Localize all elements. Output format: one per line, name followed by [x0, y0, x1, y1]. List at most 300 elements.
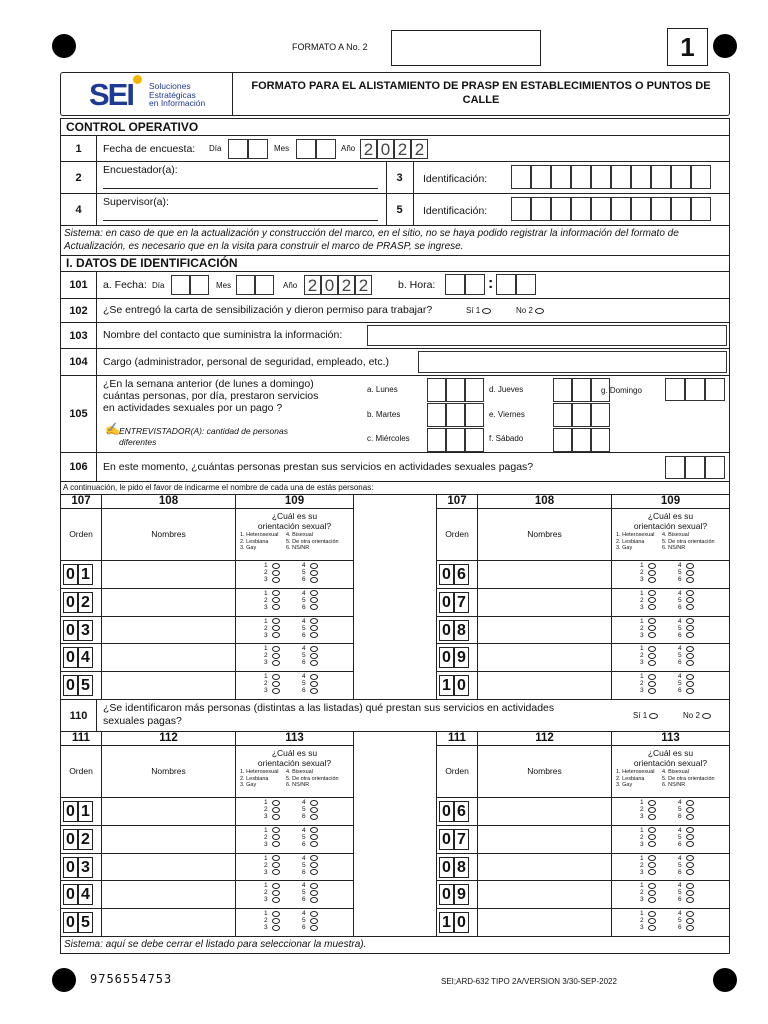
orientation-radio[interactable] [686, 660, 694, 666]
order-digit: 0 [439, 801, 454, 822]
orientation-radio[interactable] [686, 911, 694, 917]
orientation-radio[interactable] [686, 807, 694, 813]
id-digit-box[interactable] [691, 165, 711, 189]
orientation-radio[interactable] [648, 597, 656, 603]
name-input[interactable] [102, 881, 236, 909]
orden-cell [61, 644, 102, 672]
day-label: d. Jueves [489, 385, 524, 394]
count-digit[interactable] [665, 456, 685, 479]
orientation-radio[interactable] [686, 869, 694, 875]
question-number: 2 [61, 162, 97, 193]
orientation-radio[interactable] [686, 827, 694, 833]
name-input[interactable] [478, 561, 612, 589]
orientation-radio[interactable] [648, 925, 656, 931]
orientation-question [236, 748, 353, 768]
orientation-radio[interactable] [310, 660, 318, 666]
name-input[interactable] [102, 617, 236, 645]
option-number: 2 [264, 889, 268, 897]
orientation-radio[interactable] [310, 597, 318, 603]
orientation-options [236, 909, 354, 937]
orientation-radio[interactable] [310, 869, 318, 875]
orientation-radio[interactable] [272, 625, 280, 631]
option-number: 5 [302, 596, 306, 604]
id-digit-box[interactable] [651, 197, 671, 221]
name-input[interactable] [102, 589, 236, 617]
day-count-digit[interactable] [591, 428, 610, 452]
orientation-radio[interactable] [272, 563, 280, 569]
order-digit: 0 [439, 884, 454, 905]
orientation-radio[interactable] [648, 855, 656, 861]
option-number: 2 [640, 569, 644, 576]
legend-item: 3. Gay [616, 545, 633, 551]
question-text: ¿Cuál es su [271, 511, 318, 521]
id-digit-box[interactable] [591, 197, 611, 221]
option-number: 6 [678, 896, 682, 904]
orientation-radio[interactable] [686, 855, 694, 861]
day-count-digit[interactable] [427, 403, 446, 427]
q110-row [60, 700, 730, 732]
id-digit-box[interactable] [631, 197, 651, 221]
legend-item: 1. Heterosexual [616, 769, 655, 775]
orientation-radio[interactable] [310, 814, 318, 820]
legend-item: 3. Gay [616, 782, 633, 788]
day-count-digit[interactable] [553, 428, 572, 452]
option-number: 2 [264, 833, 268, 841]
orientation-radio[interactable] [648, 807, 656, 813]
orientation-radio[interactable] [648, 834, 656, 840]
orientation-radio[interactable] [310, 841, 318, 847]
registration-mark [713, 968, 737, 992]
contact-name-input[interactable] [367, 325, 727, 346]
cargo-input[interactable] [418, 351, 727, 373]
orientation-radio[interactable] [686, 841, 694, 847]
question-number: 3 [386, 162, 414, 193]
orientation-radio[interactable] [310, 604, 318, 610]
orden-cell [61, 881, 102, 909]
name-input[interactable] [478, 826, 612, 854]
label: sexuales pagas? [103, 715, 182, 727]
day-count-digit[interactable] [465, 378, 484, 402]
option-number: 4 [678, 562, 682, 569]
label: ¿Se entregó la carta de sensibilización y dieron permiso para trabajar? [103, 304, 433, 316]
orientation-radio[interactable] [310, 862, 318, 868]
orientation-radio[interactable] [648, 674, 656, 680]
option-number: 3 [640, 576, 644, 583]
orientation-radio[interactable] [648, 897, 656, 903]
orientation-radio[interactable] [272, 883, 280, 889]
name-input[interactable] [102, 644, 236, 672]
order-digit: 0 [63, 620, 78, 641]
option-number: 4 [302, 589, 306, 597]
system-note: Sistema: en caso de que en la actualización y construcción del marco, en el sitio, no se haya podido registrar la información del formato de Actualización, es necesario que en la visita para construir el marco de PRASP, se ingrese. [60, 226, 730, 256]
orientation-radio[interactable] [272, 855, 280, 861]
orientation-radio[interactable] [310, 653, 318, 659]
orientation-radio[interactable] [686, 814, 694, 820]
orientation-radio[interactable] [310, 855, 318, 861]
option-number: 1 [640, 673, 644, 681]
column-number: 113 [236, 732, 354, 746]
label: Cargo (administrador, personal de seguridad, empleado, etc.) [103, 356, 389, 368]
orientation-radio[interactable] [686, 618, 694, 624]
no-radio[interactable] [702, 713, 711, 719]
orientation-radio[interactable] [648, 827, 656, 833]
orientation-radio[interactable] [648, 688, 656, 694]
day-count-digit[interactable] [427, 378, 446, 402]
option-number: 5 [678, 861, 682, 869]
month-digit-1[interactable] [236, 275, 255, 295]
orientation-radio[interactable] [648, 577, 656, 583]
id-digit-box[interactable] [631, 165, 651, 189]
orientation-radio[interactable] [686, 918, 694, 924]
id-digit-box[interactable] [651, 165, 671, 189]
count-digit[interactable] [685, 456, 705, 479]
orientation-radio[interactable] [272, 646, 280, 652]
orientation-radio[interactable] [686, 800, 694, 806]
question-number: 106 [61, 453, 97, 481]
minute-digit-1[interactable] [496, 274, 516, 295]
orientation-radio[interactable] [648, 632, 656, 638]
sunday-digit[interactable] [665, 378, 685, 401]
id-digit-box[interactable] [591, 165, 611, 189]
orientation-radio[interactable] [272, 807, 280, 813]
orientation-radio[interactable] [272, 660, 280, 666]
label: cuántas personas, por día, prestaron servicios [103, 390, 319, 402]
name-input[interactable] [478, 798, 612, 826]
order-digit: 4 [78, 647, 93, 668]
orientation-radio[interactable] [686, 890, 694, 896]
id-digit-box[interactable] [571, 197, 591, 221]
orientation-radio[interactable] [648, 590, 656, 596]
column-number: 112 [478, 732, 612, 746]
count-digit[interactable] [705, 456, 725, 479]
orientation-radio[interactable] [648, 841, 656, 847]
name-input[interactable] [102, 561, 236, 589]
id-digit-box[interactable] [511, 197, 531, 221]
orientation-radio[interactable] [648, 918, 656, 924]
orientation-radio[interactable] [310, 883, 318, 889]
name-input[interactable] [478, 672, 612, 700]
orientation-radio[interactable] [686, 632, 694, 638]
column-number: 109 [612, 495, 730, 509]
year-digit: 2 [394, 139, 411, 159]
name-input[interactable] [102, 672, 236, 700]
year-digit: 0 [321, 275, 338, 295]
orientation-options [236, 617, 354, 645]
option-number: 6 [302, 659, 306, 667]
orientation-radio[interactable] [686, 590, 694, 596]
day-digit-1[interactable] [228, 139, 248, 159]
option-number: 5 [678, 596, 682, 604]
nombres-header: Nombres [102, 509, 236, 561]
day-count-digit[interactable] [553, 403, 572, 427]
order-digit: 3 [78, 620, 93, 641]
q106-row [60, 453, 730, 482]
orientation-radio[interactable] [310, 834, 318, 840]
question-number: 1 [61, 136, 97, 161]
orientation-radio[interactable] [272, 604, 280, 610]
option-number: 3 [640, 813, 644, 820]
id-digit-box[interactable] [611, 197, 631, 221]
order-digit: 0 [63, 884, 78, 905]
q104-row [60, 349, 730, 376]
orientation-radio[interactable] [686, 862, 694, 868]
orientation-radio[interactable] [310, 897, 318, 903]
day-count-digit[interactable] [427, 428, 446, 452]
minute-digit-2[interactable] [516, 274, 536, 295]
orientation-radio[interactable] [648, 570, 656, 576]
option-number: 5 [302, 833, 306, 841]
orientation-radio[interactable] [648, 660, 656, 666]
orientation-radio[interactable] [272, 918, 280, 924]
orientation-radio[interactable] [310, 890, 318, 896]
order-digit: 0 [454, 675, 469, 696]
orientation-options [236, 881, 354, 909]
orientation-radio[interactable] [272, 577, 280, 583]
logo-text: Soluciones [149, 81, 191, 91]
orientation-radio[interactable] [272, 597, 280, 603]
order-digit: 0 [63, 675, 78, 696]
order-digit: 0 [63, 592, 78, 613]
orientation-radio[interactable] [686, 570, 694, 576]
row-fecha-encuesta [60, 136, 730, 162]
orientation-radio[interactable] [686, 604, 694, 610]
orientation-radio[interactable] [648, 653, 656, 659]
day-count-digit[interactable] [446, 428, 465, 452]
id-digit-box[interactable] [511, 165, 531, 189]
option-number: 1 [264, 645, 268, 653]
name-input[interactable] [478, 909, 612, 937]
orientation-radio[interactable] [310, 577, 318, 583]
day-count-digit[interactable] [446, 403, 465, 427]
name-input[interactable] [102, 798, 236, 826]
legend-item: 5. De otra orientación [286, 775, 339, 782]
day-digit-2[interactable] [248, 139, 268, 159]
orientation-radio[interactable] [272, 841, 280, 847]
orientation-options [612, 798, 730, 826]
orientation-radio[interactable] [686, 577, 694, 583]
orientation-radio[interactable] [310, 618, 318, 624]
orientation-radio[interactable] [648, 869, 656, 875]
no-radio[interactable] [535, 308, 544, 314]
option-number: 5 [302, 806, 306, 813]
orientation-radio[interactable] [272, 653, 280, 659]
orientation-radio[interactable] [272, 800, 280, 806]
sunday-digit[interactable] [705, 378, 725, 401]
option-number: 5 [678, 624, 682, 632]
legend-item: 5. De otra orientación [662, 538, 715, 545]
option-number: 6 [302, 840, 306, 848]
orientation-radio[interactable] [272, 590, 280, 596]
month-digit-2[interactable] [316, 139, 336, 159]
day-count-digit[interactable] [572, 378, 591, 402]
question-number: 4 [61, 194, 97, 225]
day-count-digit[interactable] [446, 378, 465, 402]
section-heading: I. DATOS DE IDENTIFICACIÓN [60, 256, 730, 272]
formato-number-field[interactable] [391, 30, 541, 66]
day-count-digit[interactable] [465, 428, 484, 452]
orientation-radio[interactable] [272, 890, 280, 896]
name-input[interactable] [478, 881, 612, 909]
id-digit-box[interactable] [531, 197, 551, 221]
option-number: 2 [264, 624, 268, 632]
orientation-radio[interactable] [272, 862, 280, 868]
orientation-radio[interactable] [648, 890, 656, 896]
name-input[interactable] [478, 617, 612, 645]
orientation-radio[interactable] [686, 897, 694, 903]
formato-label: FORMATO A No. 2 [292, 42, 368, 52]
encuestador-input[interactable] [103, 188, 378, 189]
option-number: 3 [264, 631, 268, 639]
orientation-radio[interactable] [272, 688, 280, 694]
orientation-radio[interactable] [272, 632, 280, 638]
yes-radio[interactable] [482, 308, 491, 314]
orientation-radio[interactable] [686, 834, 694, 840]
day-digit-2[interactable] [190, 275, 209, 295]
day-digit-1[interactable] [171, 275, 190, 295]
orientation-radio[interactable] [272, 925, 280, 931]
yes-radio[interactable] [649, 713, 658, 719]
id-digit-box[interactable] [551, 197, 571, 221]
id-digit-box[interactable] [611, 165, 631, 189]
orientation-radio[interactable] [686, 681, 694, 687]
orientation-radio[interactable] [310, 632, 318, 638]
orientation-radio[interactable] [648, 814, 656, 820]
instruction: ENTREVISTADOR(A): cantidad de personas [119, 426, 288, 436]
option-number: 6 [302, 631, 306, 639]
orientation-radio[interactable] [686, 925, 694, 931]
orientation-radio[interactable] [686, 688, 694, 694]
orientation-radio[interactable] [310, 563, 318, 569]
option-number: 6 [678, 603, 682, 611]
orientation-radio[interactable] [648, 604, 656, 610]
hour-digit-2[interactable] [465, 274, 485, 295]
legend-item: 6. NS/NR [286, 545, 310, 551]
id-digit-box[interactable] [671, 197, 691, 221]
orientation-radio[interactable] [686, 883, 694, 889]
name-input[interactable] [478, 854, 612, 882]
sunday-digit[interactable] [685, 378, 705, 401]
orientation-radio[interactable] [272, 570, 280, 576]
orientation-radio[interactable] [310, 827, 318, 833]
option-number: 6 [678, 868, 682, 876]
orientation-radio[interactable] [648, 800, 656, 806]
month-digit-2[interactable] [255, 275, 274, 295]
orientation-radio[interactable] [310, 625, 318, 631]
orientation-radio[interactable] [686, 674, 694, 680]
orientation-radio[interactable] [272, 618, 280, 624]
id-digit-box[interactable] [551, 165, 571, 189]
q102-row [60, 299, 730, 323]
option-number: 5 [302, 861, 306, 869]
option-number: 1 [264, 673, 268, 681]
orientation-radio[interactable] [686, 653, 694, 659]
column-number: 107 [61, 495, 102, 509]
orientation-radio[interactable] [648, 911, 656, 917]
order-digit: 9 [454, 884, 469, 905]
label: Año [283, 281, 298, 290]
orientation-radio[interactable] [310, 925, 318, 931]
orientation-radio[interactable] [272, 834, 280, 840]
question-text: orientación sexual? [257, 521, 332, 531]
day-count-digit[interactable] [591, 403, 610, 427]
orientation-radio[interactable] [648, 681, 656, 687]
legend-item: 6. NS/NR [662, 545, 686, 551]
orientation-radio[interactable] [686, 646, 694, 652]
day-count-digit[interactable] [465, 403, 484, 427]
day-count-digit[interactable] [553, 378, 572, 402]
orientation-radio[interactable] [272, 674, 280, 680]
orientation-radio[interactable] [310, 681, 318, 687]
orden-cell [437, 854, 478, 882]
orientation-radio[interactable] [272, 814, 280, 820]
option-number: 2 [640, 917, 644, 925]
name-input[interactable] [478, 589, 612, 617]
month-digit-1[interactable] [296, 139, 316, 159]
id-digit-box[interactable] [671, 165, 691, 189]
orientation-radio[interactable] [310, 570, 318, 576]
orden-cell [437, 881, 478, 909]
id-digit-box[interactable] [691, 197, 711, 221]
label: Supervisor(a): [103, 196, 169, 208]
orientation-radio[interactable] [648, 862, 656, 868]
orientation-radio[interactable] [310, 918, 318, 924]
orientation-radio[interactable] [310, 800, 318, 806]
orientation-options [612, 561, 730, 589]
orientation-radio[interactable] [686, 563, 694, 569]
order-digit: 0 [439, 620, 454, 641]
supervisor-input[interactable] [103, 220, 378, 221]
orientation-radio[interactable] [648, 883, 656, 889]
orientation-radio[interactable] [648, 618, 656, 624]
hour-digit-1[interactable] [445, 274, 465, 295]
orientation-radio[interactable] [272, 681, 280, 687]
day-count-digit[interactable] [572, 428, 591, 452]
option-number: 5 [678, 889, 682, 897]
orientation-radio[interactable] [648, 625, 656, 631]
orientation-radio[interactable] [310, 688, 318, 694]
orientation-radio[interactable] [272, 827, 280, 833]
orientation-radio[interactable] [310, 674, 318, 680]
column-number: 108 [102, 495, 236, 509]
orientation-radio[interactable] [648, 563, 656, 569]
name-input[interactable] [102, 826, 236, 854]
orientation-radio[interactable] [686, 597, 694, 603]
orientation-radio[interactable] [310, 590, 318, 596]
orden-cell [437, 644, 478, 672]
option-number: 1 [264, 562, 268, 569]
orientation-radio[interactable] [686, 625, 694, 631]
orientation-radio[interactable] [310, 646, 318, 652]
orientation-radio[interactable] [310, 807, 318, 813]
id-digit-box[interactable] [531, 165, 551, 189]
name-input[interactable] [478, 644, 612, 672]
orientation-radio[interactable] [272, 869, 280, 875]
order-digit: 6 [454, 801, 469, 822]
orientation-options [612, 672, 730, 700]
id-digit-box[interactable] [571, 165, 591, 189]
name-input[interactable] [102, 909, 236, 937]
order-digit: 0 [63, 912, 78, 933]
orientation-radio[interactable] [272, 897, 280, 903]
orientation-radio[interactable] [648, 646, 656, 652]
option-number: 2 [640, 596, 644, 604]
orientation-radio[interactable] [272, 911, 280, 917]
orientation-radio[interactable] [310, 911, 318, 917]
option-number: 3 [264, 687, 268, 695]
name-input[interactable] [102, 854, 236, 882]
orientation-legend [236, 769, 353, 789]
day-count-digit[interactable] [572, 403, 591, 427]
